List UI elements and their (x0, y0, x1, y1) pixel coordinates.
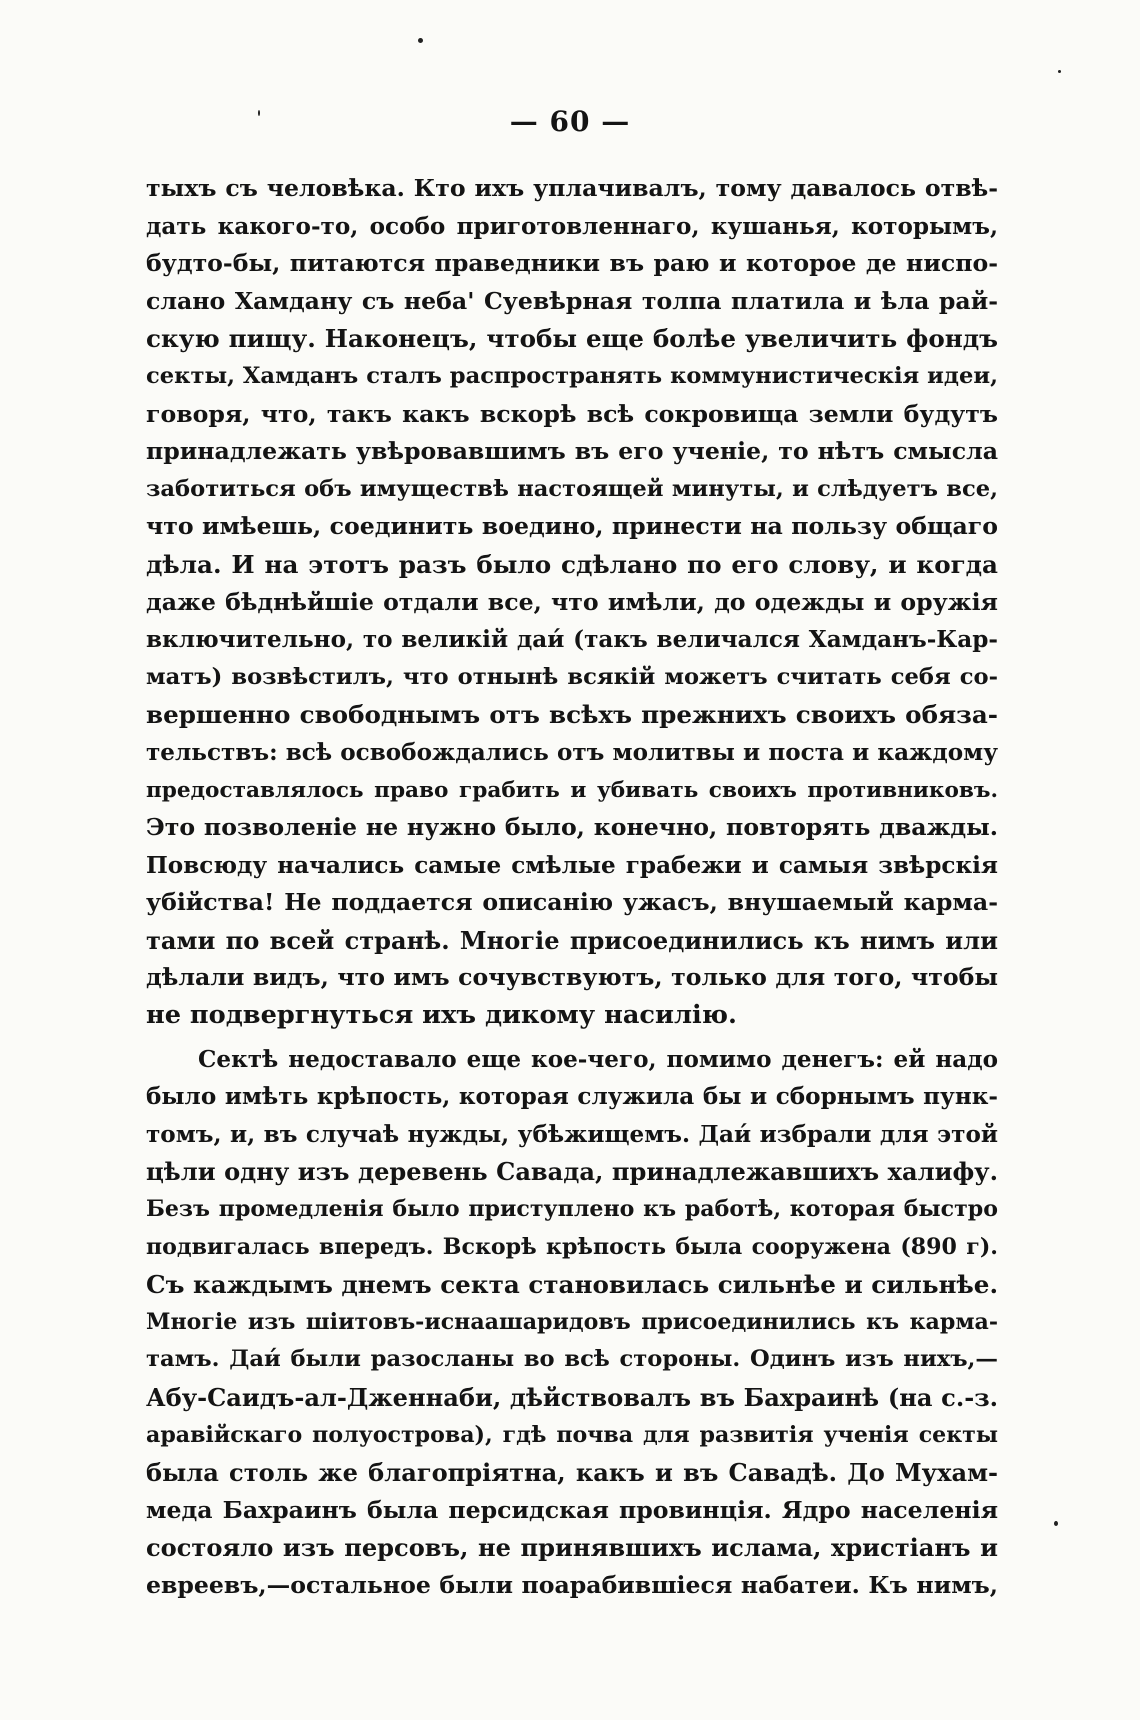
text-line: тельствъ: всѣ освобождались отъ молитвы и поста и каждому (146, 738, 998, 766)
text-line: дѣла. И на этотъ разъ было сдѣлано по его слову, и когда (146, 549, 998, 579)
text-line: дать какого-то, особо приготовленнаго, кушанья, которымъ, (146, 212, 998, 240)
text-line: Повсюду начались самые смѣлые грабежи и самыя звѣрскія (146, 851, 998, 879)
text-line: Это позволеніе не нужно было, конечно, повторять дважды. (146, 813, 998, 842)
page-number: — 60 — (509, 105, 631, 138)
text-line: скую пищу. Наконецъ, чтобы еще болѣе увеличить фондъ (146, 324, 998, 354)
text-line: Абу-Саидъ-ал-Дженнаби, дѣйствовалъ въ Бахраинѣ (на с.-з. (146, 1383, 998, 1412)
ink-speck (418, 38, 423, 43)
text-line: подвигалась впередъ. Вскорѣ крѣпость была сооружена (890 г). (146, 1233, 998, 1260)
text-line: была столь же благопріятна, какъ и въ Савадѣ. До Мухам- (146, 1458, 998, 1488)
text-line: что имѣешь, соединить воедино, принести на пользу общаго (146, 512, 998, 541)
text-line: состояло изъ персовъ, не принявшихъ ислама, христіанъ и (146, 1533, 998, 1563)
text-line: секты, Хамданъ сталъ распространять коммунистическія идеи, (146, 362, 998, 389)
paragraph-2 (146, 1041, 998, 1605)
text-line: убійства! Не поддается описанію ужасъ, внушаемый карма- (146, 888, 998, 917)
ink-speck (1054, 1521, 1058, 1526)
text-line: тыхъ съ человѣка. Кто ихъ уплачивалъ, тому давалось отвѣ- (146, 174, 998, 202)
ink-speck (1058, 70, 1061, 73)
text-line: не подвергнуться ихъ дикому насилію. (146, 1000, 737, 1031)
text-line: включительно, то великій даи́ (такъ величался Хамданъ-Кар- (146, 626, 998, 654)
text-line: говоря, что, такъ какъ вскорѣ всѣ сокровища земли будутъ (146, 399, 998, 428)
text-line: томъ, и, въ случаѣ нужды, убѣжищемъ. Даи́ избрали для этой (146, 1120, 998, 1148)
text-line: Съ каждымъ днемъ секта становилась сильнѣе и сильнѣе. (146, 1270, 998, 1300)
text-line: евреевъ,—остальное были поарабившіеся набатеи. Къ нимъ, (146, 1570, 998, 1599)
text-line: аравійскаго полуострова), гдѣ почва для развитія ученія секты (146, 1421, 998, 1448)
paragraph-1 (146, 170, 998, 1035)
text-line: Сектѣ недоставало еще кое-чего, помимо денегъ: ей надо (198, 1045, 998, 1073)
text-line: заботиться объ имуществѣ настоящей минуты, и слѣдуетъ все, (146, 475, 998, 502)
text-line: принадлежать увѣровавшимъ въ его ученіе, то нѣтъ смысла (146, 437, 998, 466)
text-line: Многіе изъ шіитовъ-иснаашаридовъ присоединились къ карма- (146, 1308, 998, 1335)
text-line: слано Хамдану съ неба' Суевѣрная толпа платила и ѣла рай- (146, 286, 998, 315)
text-line: цѣли одну изъ деревень Савада, принадлежавшихъ халифу. (146, 1157, 998, 1187)
text-line: дѣлали видъ, что имъ сочувствуютъ, только для того, чтобы (146, 963, 998, 992)
text-line: тамъ. Даи́ были разосланы во всѣ стороны. Одинъ изъ нихъ,— (146, 1346, 998, 1373)
text-line: предоставлялось право грабить и убивать своихъ противниковъ. (146, 777, 998, 803)
text-line: будто-бы, питаются праведники въ раю и которое де ниспо- (146, 249, 998, 278)
text-line: даже бѣднѣйшіе отдали все, что имѣли, до одежды и оружія (146, 587, 998, 616)
text-line: матъ) возвѣстилъ, что отнынѣ всякій можетъ считать себя со- (146, 663, 998, 690)
text-line: вершенно свободнымъ отъ всѣхъ прежнихъ своихъ обяза- (146, 700, 998, 730)
text-line: Безъ промедленія было приступлено къ работѣ, которая быстро (146, 1196, 998, 1223)
text-line: меда Бахраинъ была персидская провинція. Ядро населенія (146, 1495, 998, 1524)
text-line: было имѣть крѣпость, которая служила бы и сборнымъ пунк- (146, 1083, 998, 1111)
body-text (146, 170, 998, 1605)
text-line: тами по всей странѣ. Многіе присоединились къ нимъ или (146, 925, 998, 955)
